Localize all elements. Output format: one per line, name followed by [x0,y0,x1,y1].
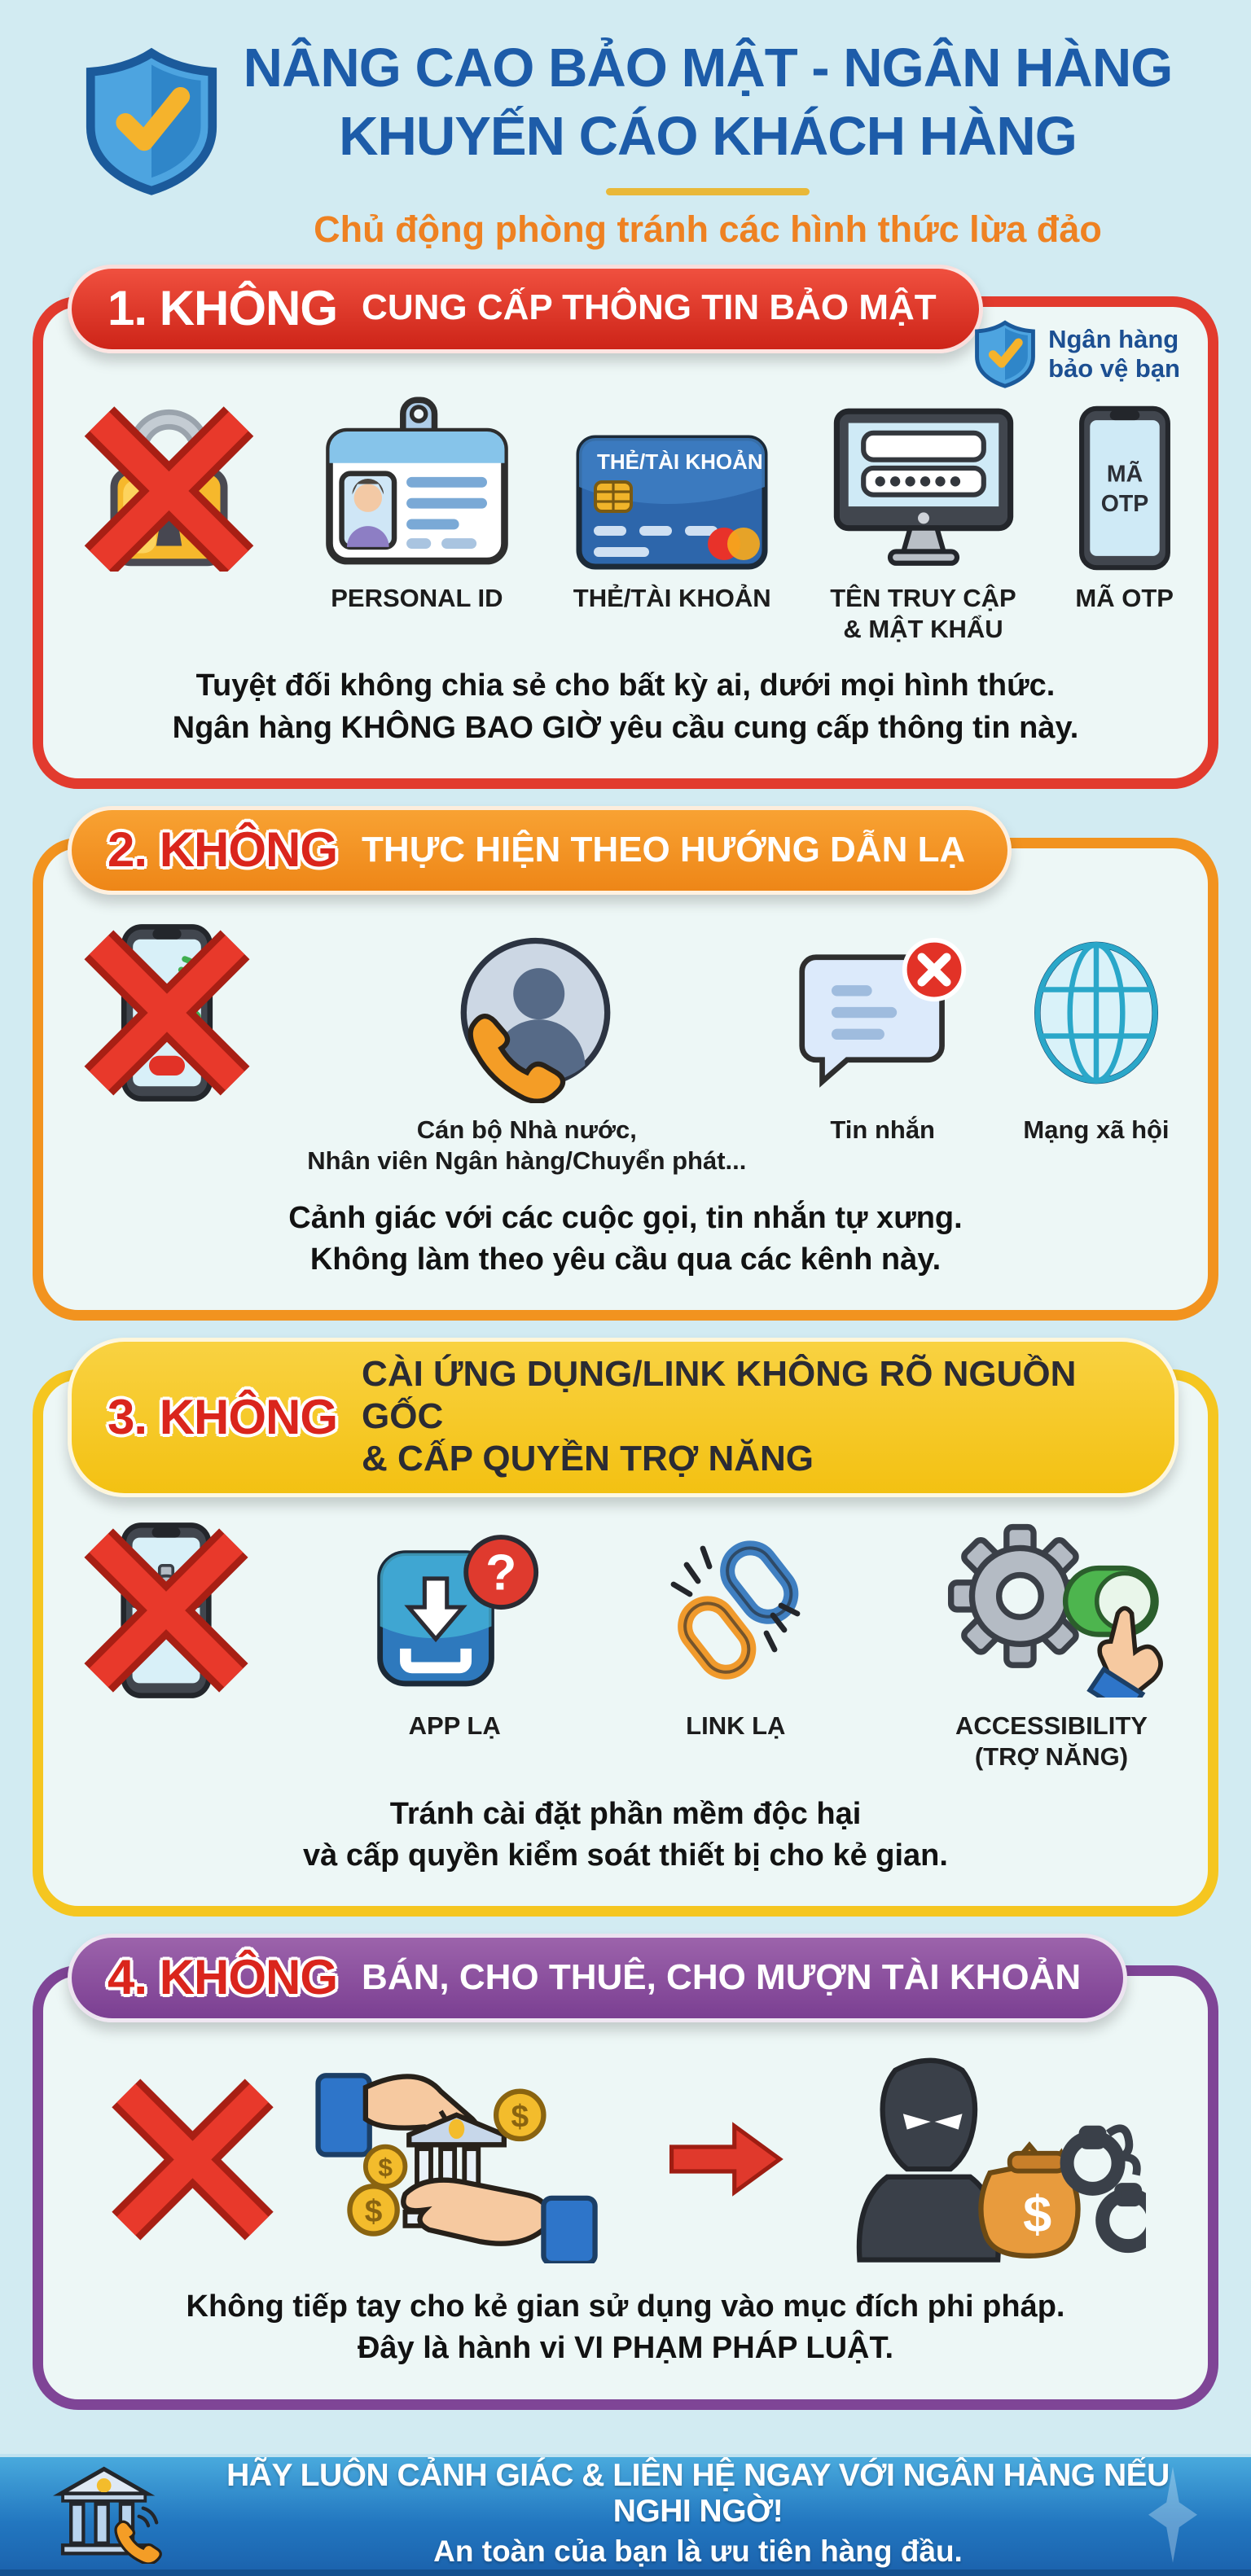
section-4-caption: Không tiếp tay cho kẻ gian sử dụng vào mục đích phi pháp. Đây là hành vi VI PHẠM PHÁP LUẬT. [186,2289,1065,2366]
footer-text [194,2458,1202,2569]
monitor-login-icon [826,405,1021,572]
section-3-banner [68,1338,1179,1497]
section-2-icons [72,922,1179,1176]
broken-link-icon [654,1529,817,1692]
list-item: LINK LẠ [654,1522,817,1741]
section-2-caption: Cảnh giác với các cuộc gọi, tin nhắn tự xưng. Không làm theo yêu cầu qua các kênh này. [288,1200,963,1277]
shield-check-icon [972,320,1038,388]
title-divider [606,188,810,195]
title-block [244,34,1173,251]
account-handover-icon [314,2056,631,2263]
page-subtitle: Chủ động phòng tránh các hình thức lừa đảo [314,208,1102,250]
otp-screen-line2: OTP [1100,490,1148,517]
footer-line1: HÃY LUÔN CẢNH GIÁC & LIÊN HỆ NGAY VỚI NGÂN HÀNG NẾU NGHI NGỜ! [226,2457,1170,2529]
section-4-banner [68,1934,1127,2022]
red-arrow-icon [665,2114,787,2204]
accessibility-gear-icon [929,1522,1174,1698]
bank-phone-icon [52,2463,166,2564]
svg-text:$: $ [378,2152,393,2182]
padlock-crossed-icon [77,388,261,572]
bank-card-icon [574,433,770,572]
list-item: TÊN TRUY CẬP & MẬT KHẨU [826,386,1021,645]
bank-protect-badge [972,320,1180,388]
section-1-heading: CUNG CẤP THÔNG TIN BẢO MẬT [362,287,937,328]
section-3-caption: Tránh cài đặt phần mềm độc hại và cấp quyền kiểm soát thiết bị cho kẻ gian. [303,1796,948,1873]
footer-line2: An toàn của bạn là ưu tiên hàng đầu. [433,2534,963,2568]
list-item: Mạng xã hội [1019,922,1174,1146]
list-item [77,386,261,583]
section-2-number: 2. KHÔNG [108,822,338,878]
section-1-icons [72,386,1179,645]
page-title: NÂNG CAO BẢO MẬT - NGÂN HÀNG KHUYẾN CÁO KHÁCH HÀNG [243,37,1173,168]
section-3-heading: CÀI ỨNG DỤNG/LINK KHÔNG RÕ NGUỒN GỐC & CẤP QUYỀN TRỢ NĂNG [362,1354,1077,1479]
section-1-caption: Tuyệt đối không chia sẻ cho bất kỳ ai, dưới mọi hình thức. Ngân hàng KHÔNG BAO GIỜ yêu cầu cung cấp thông tin này. [172,668,1079,745]
shield-check-icon [79,47,224,196]
section-2-no-instructions [33,822,1218,1321]
phone-gear-crossed-icon [77,1522,255,1699]
svg-text:$: $ [364,2193,383,2229]
list-item: Cán bộ Nhà nước, Nhân viên Ngân hàng/Chuyển phát... [307,922,746,1176]
section-3-number: 3. KHÔNG [108,1389,338,1444]
caller-avatar-icon [441,932,612,1103]
header [0,0,1251,251]
list-item: THẺ/TÀI KHOẢN THẺ/TÀI KHOẢN [573,386,771,614]
phone-call-crossed-icon [77,922,257,1103]
list-item [77,1522,255,1711]
section-1-number: 1. KHÔNG [108,280,338,335]
section-1-banner [68,265,983,353]
section-4-no-account-selling [33,1950,1218,2410]
list-item: PERSONAL ID [315,386,519,614]
fraudster-icon [820,2053,1146,2265]
badge-text: Ngân hàng bảo vệ bạn [1048,325,1180,383]
globe-icon [1019,935,1174,1090]
section-2-heading: THỰC HIỆN THEO HƯỚNG DẪN LẠ [362,829,966,870]
svg-text:$: $ [511,2099,529,2135]
bank-card-text: THẺ/TÀI KHOẢN [597,449,763,474]
list-item: ? APP LẠ [367,1522,542,1741]
section-2-banner [68,806,1012,895]
svg-text:$: $ [1023,2186,1052,2244]
section-4-icons [72,2053,1179,2265]
section-3-no-apps [33,1354,1218,1917]
svg-text:?: ? [485,1544,516,1601]
app-download-icon [367,1529,542,1692]
sms-crossed-icon [797,938,968,1089]
phone-otp-icon [1077,405,1173,572]
red-x-icon [105,2072,280,2247]
section-3-icons [72,1522,1179,1772]
section-4-heading: BÁN, CHO THUÊ, CHO MƯỢN TÀI KHOẢN [362,1956,1082,1997]
section-1-no-sharing [33,280,1218,789]
list-item: ACCESSIBILITY (TRỢ NĂNG) [929,1522,1174,1772]
list-item: Tin nhắn [797,922,968,1146]
section-4-number: 4. KHÔNG [108,1950,338,2005]
list-item: MÃ OTP MÃ OTP [1075,386,1174,614]
footer [0,2454,1251,2576]
footer-bottom-strip [0,2569,1251,2576]
otp-screen-line1: MÃ [1106,461,1143,488]
id-card-icon [315,396,519,572]
list-item [77,922,257,1115]
